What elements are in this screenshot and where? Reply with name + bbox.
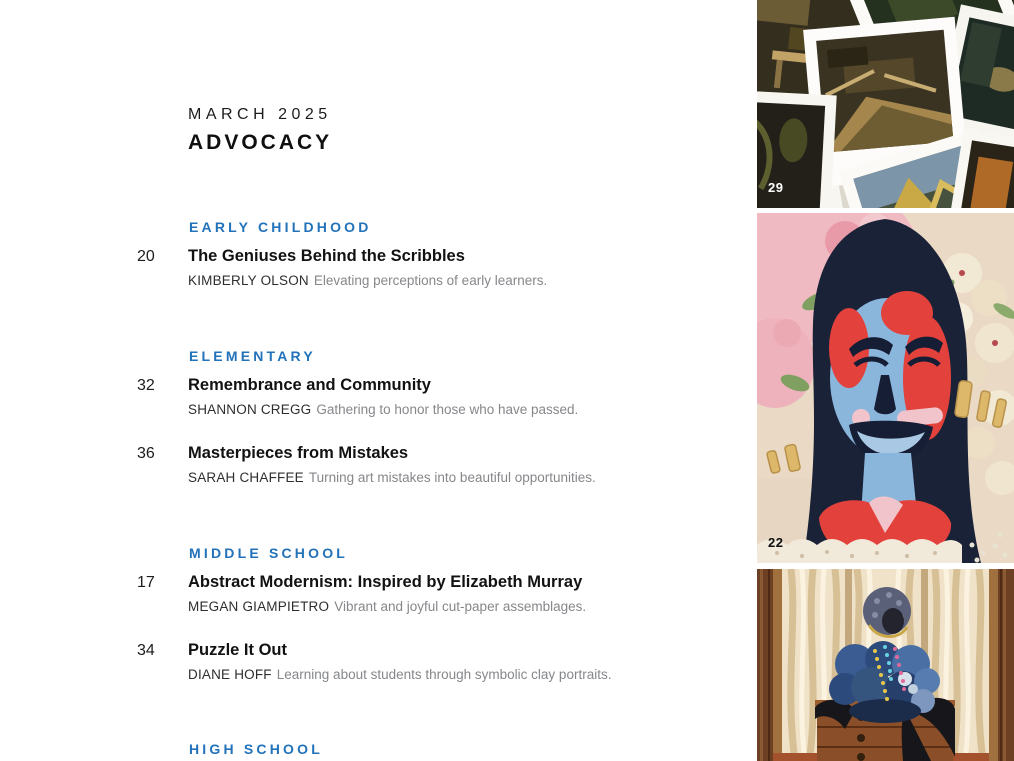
entry-author: KIMBERLY OLSON [188, 272, 309, 288]
entry-meta [188, 273, 757, 289]
toc-entry-abstract-modernism[interactable] [137, 573, 757, 615]
entry-description: Elevating perceptions of early learners. [313, 272, 548, 288]
entry-author: SHANNON CREGG [188, 401, 312, 417]
entry-title: Abstract Modernism: Inspired by Elizabeth Murray [188, 573, 583, 591]
entry-body [188, 573, 757, 615]
entry-page-number: 34 [137, 642, 155, 659]
photo-page-label: 29 [768, 180, 784, 195]
entry-meta [188, 470, 757, 486]
entry-page-number: 32 [137, 377, 155, 394]
entry-description: Learning about students through symbolic clay portraits. [276, 666, 612, 682]
toc-entry-geniuses-scribbles[interactable] [137, 247, 757, 289]
entry-title: Puzzle It Out [188, 641, 287, 659]
entry-author: MEGAN GIAMPIETRO [188, 598, 330, 614]
entry-meta [188, 667, 757, 683]
entry-body [188, 444, 757, 486]
entry-author: SARAH CHAFFEE [188, 469, 304, 485]
entry-body [188, 247, 757, 289]
entry-page-number: 20 [137, 248, 155, 265]
bust-sculpture-illustration [757, 569, 1014, 761]
photo-page-label: 22 [768, 535, 784, 550]
fabric-portrait-illustration [757, 213, 1014, 563]
entry-body [188, 376, 757, 418]
entry-page-number: 17 [137, 574, 155, 591]
issue-date: MARCH 2025 [188, 106, 332, 123]
section-heading-high-school: HIGH SCHOOL [189, 741, 323, 757]
entry-body [188, 641, 757, 683]
entry-page-number: 36 [137, 445, 155, 462]
entry-meta [188, 402, 757, 418]
toc-entry-masterpieces-mistakes[interactable] [137, 444, 757, 486]
entry-title: Masterpieces from Mistakes [188, 444, 409, 462]
entry-description: Gathering to honor those who have passed. [316, 401, 579, 417]
toc-photo-bust-sculpture[interactable] [757, 569, 1014, 761]
toc-photo-polaroid-collage[interactable] [757, 0, 1014, 208]
entry-title: Remembrance and Community [188, 376, 431, 394]
entry-author: DIANE HOFF [188, 666, 272, 682]
toc-entry-remembrance-community[interactable] [137, 376, 757, 418]
magazine-title: ADVOCACY [188, 131, 333, 154]
toc-photo-fabric-portrait[interactable] [757, 213, 1014, 563]
entry-meta [188, 599, 757, 615]
toc-entry-puzzle-it-out[interactable] [137, 641, 757, 683]
section-heading-early-childhood: EARLY CHILDHOOD [189, 219, 372, 235]
entry-description: Vibrant and joyful cut-paper assemblages. [334, 598, 587, 614]
entry-title: The Geniuses Behind the Scribbles [188, 247, 465, 265]
entry-description: Turning art mistakes into beautiful opportunities. [308, 469, 596, 485]
section-heading-middle-school: MIDDLE SCHOOL [189, 545, 349, 561]
section-heading-elementary: ELEMENTARY [189, 348, 316, 364]
polaroid-collage-illustration [757, 0, 1014, 208]
